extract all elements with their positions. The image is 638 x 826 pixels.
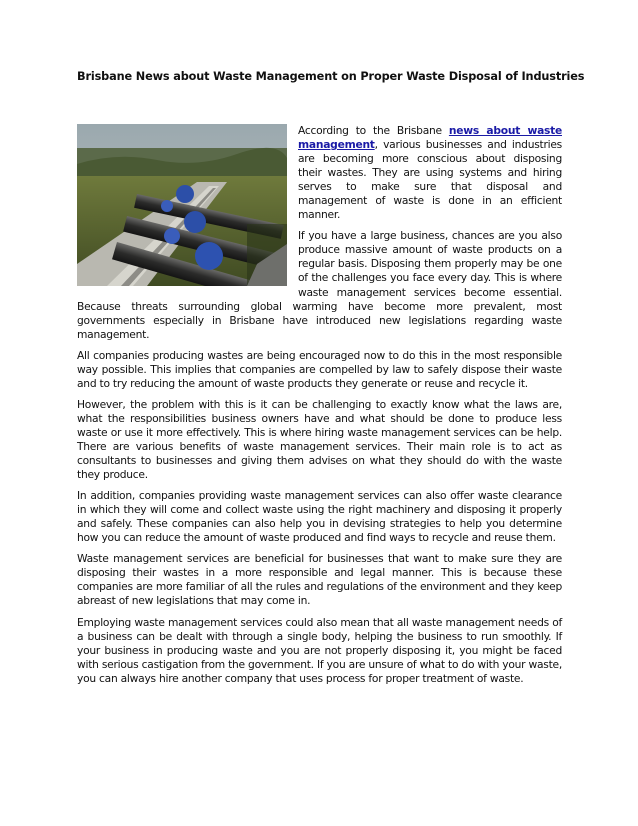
paragraph-6: Employing waste management services could also mean that all waste management needs of a business can be dealt with through a single body, helping the business to run smoothly. If your business in producing waste and you are not properly disposing it, you might be faced with serious castigation from the government. If you are unsure of what to do with your waste, you can always hire another company that uses process for proper treatment of waste. <box>77 615 562 685</box>
intro-text-start: According to the Brisbane <box>298 124 449 137</box>
paragraph-4: In addition, companies providing waste management services can also offer waste clearance in which they will come and collect waste using the right machinery and disposing it properly and safely. These companies can also help you in devising strategies to help you determine how you can reduce the amount of waste produced and find ways to recycle and reuse them. <box>77 489 562 545</box>
document-title: Brisbane News about Waste Management on Proper Waste Disposal of Industries <box>77 70 585 83</box>
paragraph-2: All companies producing wastes are being encouraged now to do this in the most responsible way possible. This implies that companies are compelled by law to safely dispose their waste and to try reducing the amount of waste products they generate or reuse and recycle it. <box>77 348 562 390</box>
industrial-pipes-photo <box>77 124 287 286</box>
paragraph-3: However, the problem with this is it can be challenging to exactly know what the laws are, what the responsibilities business owners have and what should be done to produce less waste or use it more effectively. This is where hiring waste management services can be help. There are various benefits of waste management services. Their main role is to act as consultants to businesses and giving them advises on what they should do with the waste they produce. <box>77 397 562 482</box>
news-link[interactable]: news about waste management <box>298 124 562 152</box>
article-body <box>77 124 562 693</box>
paragraph-1: If you have a large business, chances are you also produce massive amount of waste products on a regular basis. Disposing them properly may be one of the challenges you face every day. This is where waste management services become essential. Because threats surrounding global warming have become more prevalent, most governments especially in Brisbane have introduced new legislations regarding waste management. <box>77 229 562 341</box>
paragraph-5: Waste management services are beneficial for businesses that want to make sure they are disposing their wastes in a more responsible and legal manner. This is because these companies are more familiar of all the rules and regulations of the environment and they keep abreast of new legislations that may come in. <box>77 552 562 608</box>
intro-text-end: , various businesses and industries are becoming more conscious about disposing their wastes. They are using systems and hiring serves to make sure that disposal and management of waste is done in an efficient manner. <box>298 138 562 222</box>
